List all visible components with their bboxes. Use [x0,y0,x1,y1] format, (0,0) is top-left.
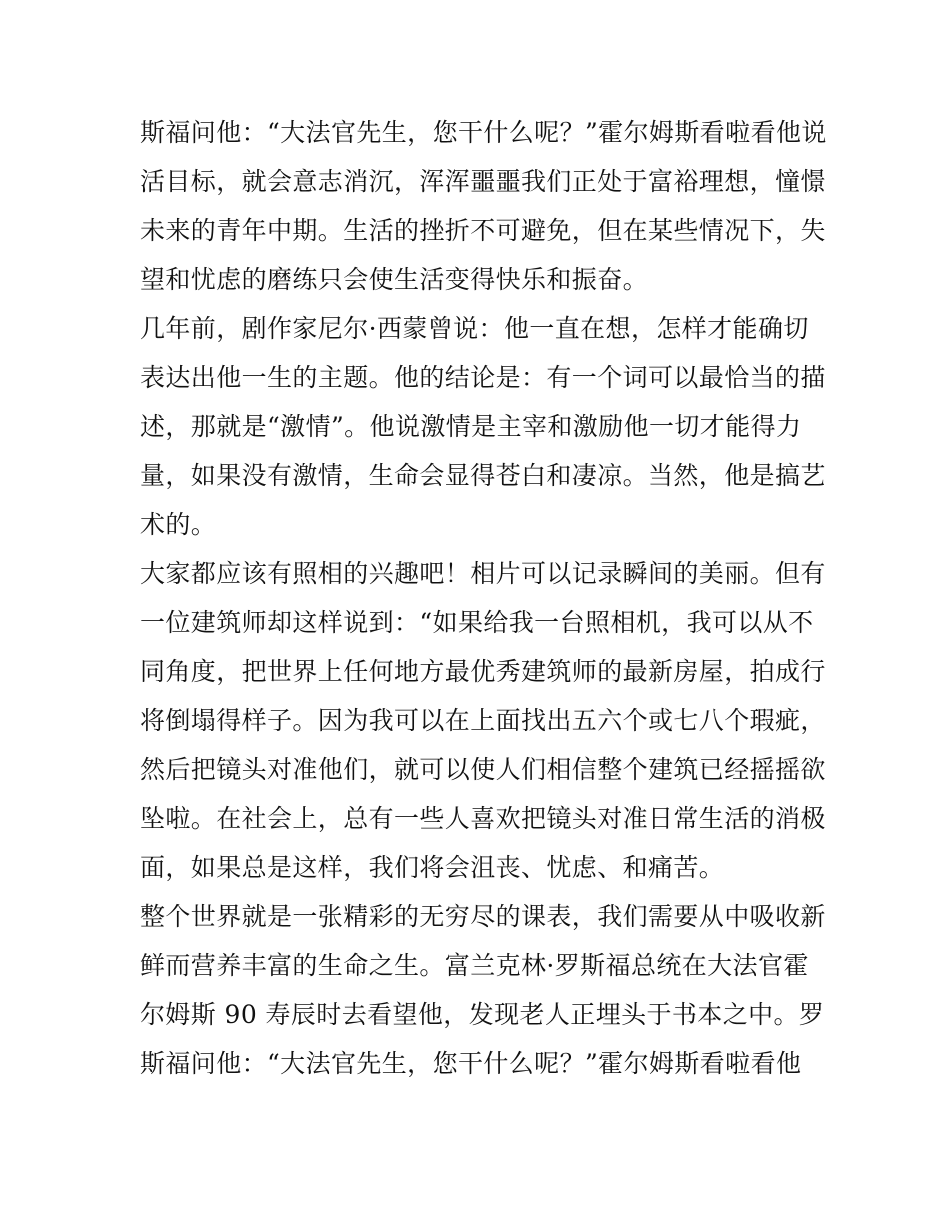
text-line: 大家都应该有照相的兴趣吧！相片可以记录瞬间的美丽。但有 [140,559,826,588]
text-line: 斯福问他：“大法官先生，您干什么呢？”霍尔姆斯看啦看他说 [140,118,827,147]
body-text [140,108,827,1088]
text-line: 术的。 [140,510,217,539]
text-line: 尔姆斯 90 寿辰时去看望他，发现老人正埋头于书本之中。罗 [140,1000,825,1029]
text-line: 坠啦。在社会上，总有一些人喜欢把镜头对准日常生活的消极 [140,804,826,833]
text-line: 未来的青年中期。生活的挫折不可避免，但在某些情况下，失 [140,216,826,245]
text-line: 将倒塌得样子。因为我可以在上面找出五六个或七八个瑕疵， [140,706,826,735]
text-line: 述，那就是“激情”。他说激情是主宰和激励他一切才能得力 [140,412,802,441]
text-line: 几年前，剧作家尼尔·西蒙曾说：他一直在想，怎样才能确切 [140,314,809,343]
text-line: 鲜而营养丰富的生命之生。富兰克林·罗斯福总统在大法官霍 [140,951,809,980]
text-line: 一位建筑师却这样说到：“如果给我一台照相机，我可以从不 [140,608,814,637]
text-line: 表达出他一生的主题。他的结论是：有一个词可以最恰当的描 [140,363,826,392]
text-line: 望和忧虑的磨练只会使生活变得快乐和振奋。 [140,265,649,294]
text-line: 量，如果没有激情，生命会显得苍白和凄凉。当然，他是搞艺 [140,461,826,490]
text-line: 斯福问他：“大法官先生，您干什么呢？”霍尔姆斯看啦看他 [140,1049,802,1078]
text-line: 然后把镜头对准他们，就可以使人们相信整个建筑已经摇摇欲 [140,755,826,784]
text-line: 活目标，就会意志消沉，浑浑噩噩我们正处于富裕理想，憧憬 [140,167,826,196]
text-line: 同角度，把世界上任何地方最优秀建筑师的最新房屋，拍成行 [140,657,826,686]
text-line: 面，如果总是这样，我们将会沮丧、忧虑、和痛苦。 [140,853,725,882]
text-line: 整个世界就是一张精彩的无穷尽的课表，我们需要从中吸收新 [140,902,826,931]
